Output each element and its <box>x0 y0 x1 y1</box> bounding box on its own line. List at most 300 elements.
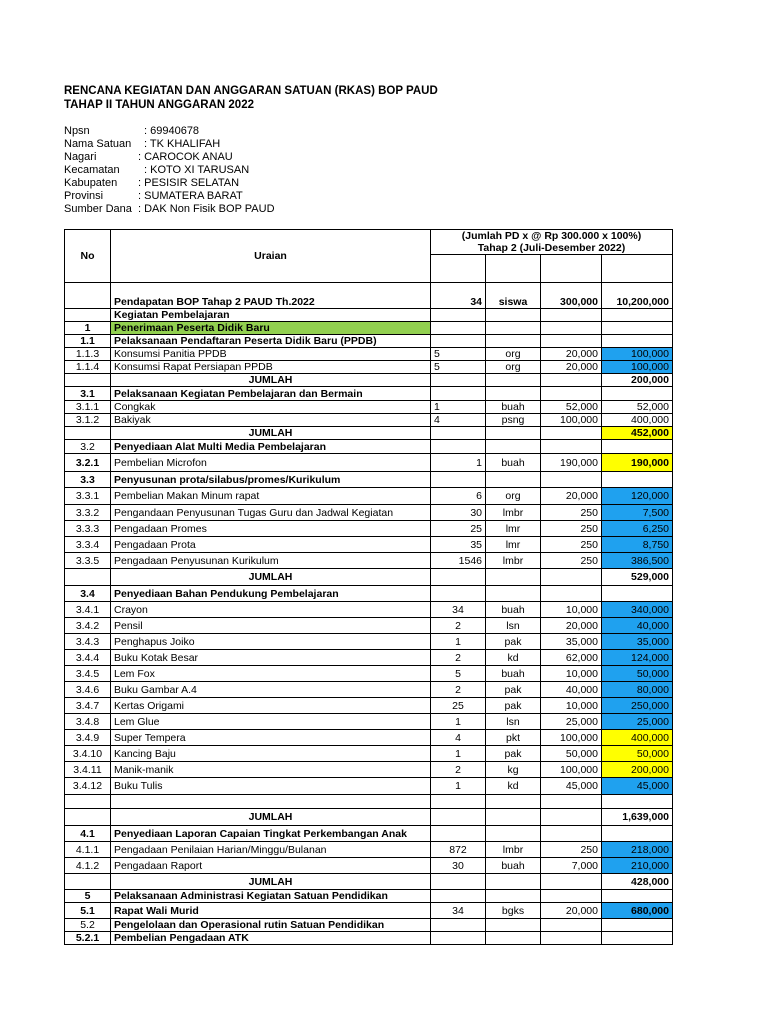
cell-satuan: buah <box>486 454 541 472</box>
cell-no: 3.4.6 <box>65 682 111 698</box>
table-row <box>65 602 673 618</box>
cell-uraian: Konsumsi Panitia PPDB <box>111 348 431 361</box>
cell-harga <box>541 809 602 826</box>
cell-harga: 10,000 <box>541 602 602 618</box>
cell-harga <box>541 427 602 440</box>
cell-satuan: kd <box>486 778 541 795</box>
cell-volume <box>431 586 486 602</box>
cell-volume: 1 <box>431 401 486 414</box>
cell-volume: 2 <box>431 650 486 666</box>
info-value: : CAROCOK ANAU <box>138 151 233 163</box>
cell-no: 3.4.7 <box>65 698 111 714</box>
cell-jumlah <box>602 335 673 348</box>
cell-no: 3.2 <box>65 440 111 454</box>
cell-no: 3.4.1 <box>65 602 111 618</box>
cell-satuan: org <box>486 488 541 505</box>
cell-no: 5.2.1 <box>65 932 111 945</box>
cell-jumlah: 100,000 <box>602 348 673 361</box>
table-row <box>65 698 673 714</box>
cell-uraian: Pelaksanaan Administrasi Kegiatan Satuan Pendidikan <box>111 890 431 903</box>
cell-jumlah: 10,200,000 <box>602 283 673 309</box>
cell-jumlah: 80,000 <box>602 682 673 698</box>
cell-jumlah: 52,000 <box>602 401 673 414</box>
cell-harga: 250 <box>541 505 602 521</box>
cell-uraian: Pengadaan Penyusunan Kurikulum <box>111 553 431 569</box>
cell-volume: 35 <box>431 537 486 553</box>
cell-uraian: JUMLAH <box>111 874 431 890</box>
cell-harga <box>541 919 602 932</box>
cell-no: 3.1.1 <box>65 401 111 414</box>
cell-volume: 5 <box>431 666 486 682</box>
cell-satuan <box>486 809 541 826</box>
cell-volume <box>431 919 486 932</box>
cell-uraian: Penyediaan Alat Multi Media Pembelajaran <box>111 440 431 454</box>
table-row <box>65 666 673 682</box>
cell-jumlah: 529,000 <box>602 569 673 586</box>
table-row <box>65 874 673 890</box>
cell-jumlah <box>602 826 673 842</box>
header-formula: (Jumlah PD x @ Rp 300.000 x 100%) <box>431 230 673 243</box>
cell-jumlah: 7,500 <box>602 505 673 521</box>
cell-satuan <box>486 890 541 903</box>
table-row <box>65 427 673 440</box>
cell-uraian: Pelaksanaan Pendaftaran Peserta Didik Baru (PPDB) <box>111 335 431 348</box>
cell-no <box>65 569 111 586</box>
cell-uraian: Manik-manik <box>111 762 431 778</box>
cell-volume: 2 <box>431 762 486 778</box>
cell-satuan <box>486 335 541 348</box>
cell-jumlah: 1,639,000 <box>602 809 673 826</box>
table-row <box>65 826 673 842</box>
header-cell-jumlah <box>602 255 673 283</box>
cell-volume <box>431 890 486 903</box>
header-no: No <box>65 230 111 283</box>
cell-no <box>65 809 111 826</box>
cell-jumlah <box>602 472 673 488</box>
cell-jumlah: 680,000 <box>602 903 673 919</box>
cell-satuan: lmr <box>486 521 541 537</box>
info-line <box>64 177 240 190</box>
table-row <box>65 569 673 586</box>
header-tahap: Tahap 2 (Juli-Desember 2022) <box>431 242 673 255</box>
cell-jumlah: 200,000 <box>602 374 673 387</box>
cell-uraian: Kancing Baju <box>111 746 431 762</box>
info-label: Kecamatan <box>64 164 120 176</box>
cell-no <box>65 874 111 890</box>
header-uraian: Uraian <box>111 230 431 283</box>
cell-harga: 62,000 <box>541 650 602 666</box>
cell-harga <box>541 309 602 322</box>
cell-no: 1.1.3 <box>65 348 111 361</box>
table-row <box>65 858 673 874</box>
cell-volume: 25 <box>431 698 486 714</box>
cell-satuan <box>486 322 541 335</box>
cell-volume: 1 <box>431 778 486 795</box>
cell-satuan <box>486 472 541 488</box>
header-cell-satuan <box>486 255 541 283</box>
cell-satuan: bgks <box>486 903 541 919</box>
cell-no: 3.4 <box>65 586 111 602</box>
cell-no: 3.4.4 <box>65 650 111 666</box>
cell-jumlah: 400,000 <box>602 730 673 746</box>
cell-satuan <box>486 440 541 454</box>
table-row <box>65 778 673 795</box>
cell-uraian: Penyediaan Bahan Pendukung Pembelajaran <box>111 586 431 602</box>
cell-volume: 2 <box>431 618 486 634</box>
cell-uraian: Pendapatan BOP Tahap 2 PAUD Th.2022 <box>111 283 431 309</box>
cell-satuan: lsn <box>486 618 541 634</box>
cell-jumlah: 50,000 <box>602 666 673 682</box>
cell-harga: 45,000 <box>541 778 602 795</box>
table-row <box>65 322 673 335</box>
cell-uraian: JUMLAH <box>111 374 431 387</box>
cell-harga: 250 <box>541 842 602 858</box>
cell-satuan: buah <box>486 858 541 874</box>
cell-no <box>65 795 111 809</box>
cell-harga <box>541 795 602 809</box>
document-title-line1: RENCANA KEGIATAN DAN ANGGARAN SATUAN (RKAS) BOP PAUD <box>64 85 438 97</box>
cell-volume: 1 <box>431 454 486 472</box>
info-line <box>64 190 243 203</box>
cell-harga <box>541 374 602 387</box>
cell-harga: 35,000 <box>541 634 602 650</box>
cell-no: 3.4.5 <box>65 666 111 682</box>
cell-volume: 1 <box>431 714 486 730</box>
table-row <box>65 634 673 650</box>
info-value: : PESISIR SELATAN <box>138 177 240 189</box>
cell-jumlah <box>602 322 673 335</box>
cell-harga <box>541 440 602 454</box>
cell-satuan <box>486 919 541 932</box>
table-row <box>65 714 673 730</box>
cell-harga: 20,000 <box>541 903 602 919</box>
cell-uraian: JUMLAH <box>111 569 431 586</box>
table-row <box>65 401 673 414</box>
cell-jumlah: 25,000 <box>602 714 673 730</box>
cell-volume: 1 <box>431 746 486 762</box>
cell-uraian: Buku Gambar A.4 <box>111 682 431 698</box>
info-label: Npsn <box>64 125 90 137</box>
cell-no: 3.2.1 <box>65 454 111 472</box>
cell-no: 3.4.9 <box>65 730 111 746</box>
table-row <box>65 505 673 521</box>
cell-volume: 30 <box>431 858 486 874</box>
cell-harga: 50,000 <box>541 746 602 762</box>
table-row <box>65 618 673 634</box>
cell-uraian: Pelaksanaan Kegiatan Pembelajaran dan Bermain <box>111 387 431 401</box>
cell-no: 3.4.10 <box>65 746 111 762</box>
cell-jumlah <box>602 890 673 903</box>
cell-harga: 250 <box>541 553 602 569</box>
cell-harga <box>541 335 602 348</box>
cell-uraian: Pembelian Makan Minum rapat <box>111 488 431 505</box>
cell-satuan: org <box>486 348 541 361</box>
cell-jumlah: 120,000 <box>602 488 673 505</box>
cell-harga: 10,000 <box>541 698 602 714</box>
header-cell-harga <box>541 255 602 283</box>
table-row <box>65 472 673 488</box>
cell-no: 1.1 <box>65 335 111 348</box>
cell-harga: 250 <box>541 537 602 553</box>
cell-uraian: Kertas Origami <box>111 698 431 714</box>
cell-jumlah: 250,000 <box>602 698 673 714</box>
cell-volume <box>431 440 486 454</box>
table-row <box>65 795 673 809</box>
cell-no: 1.1.4 <box>65 361 111 374</box>
cell-satuan: siswa <box>486 283 541 309</box>
table-row <box>65 553 673 569</box>
cell-satuan <box>486 374 541 387</box>
table-row <box>65 890 673 903</box>
cell-harga: 190,000 <box>541 454 602 472</box>
cell-satuan: kg <box>486 762 541 778</box>
cell-jumlah <box>602 309 673 322</box>
cell-harga: 100,000 <box>541 414 602 427</box>
cell-harga <box>541 569 602 586</box>
cell-satuan <box>486 387 541 401</box>
cell-satuan: kd <box>486 650 541 666</box>
cell-satuan: buah <box>486 602 541 618</box>
cell-no: 5.2 <box>65 919 111 932</box>
cell-harga <box>541 932 602 945</box>
cell-uraian: Penerimaan Peserta Didik Baru <box>111 322 431 335</box>
table-row <box>65 903 673 919</box>
cell-uraian: Kegiatan Pembelajaran <box>111 309 431 322</box>
cell-uraian: Rapat Wali Murid <box>111 903 431 919</box>
cell-satuan: buah <box>486 401 541 414</box>
cell-no: 5 <box>65 890 111 903</box>
cell-volume: 34 <box>431 283 486 309</box>
cell-no: 3.4.11 <box>65 762 111 778</box>
cell-jumlah <box>602 932 673 945</box>
cell-uraian: Pengadaan Prota <box>111 537 431 553</box>
cell-no: 4.1.1 <box>65 842 111 858</box>
cell-jumlah <box>602 586 673 602</box>
cell-satuan: pkt <box>486 730 541 746</box>
cell-no: 4.1.2 <box>65 858 111 874</box>
cell-uraian: Super Tempera <box>111 730 431 746</box>
cell-satuan: lmbr <box>486 553 541 569</box>
cell-jumlah: 45,000 <box>602 778 673 795</box>
cell-jumlah: 50,000 <box>602 746 673 762</box>
table-row <box>65 746 673 762</box>
cell-harga <box>541 322 602 335</box>
cell-jumlah: 400,000 <box>602 414 673 427</box>
cell-jumlah: 124,000 <box>602 650 673 666</box>
cell-volume: 4 <box>431 414 486 427</box>
cell-satuan: lmr <box>486 537 541 553</box>
table-row <box>65 361 673 374</box>
cell-satuan <box>486 932 541 945</box>
cell-uraian: Bakiyak <box>111 414 431 427</box>
cell-volume: 1 <box>431 634 486 650</box>
table-row <box>65 335 673 348</box>
cell-volume: 30 <box>431 505 486 521</box>
table-row <box>65 682 673 698</box>
header-cell-volume <box>431 255 486 283</box>
cell-harga: 7,000 <box>541 858 602 874</box>
cell-harga: 20,000 <box>541 488 602 505</box>
table-row <box>65 919 673 932</box>
table-row <box>65 932 673 945</box>
cell-jumlah: 218,000 <box>602 842 673 858</box>
cell-uraian: Pengadaan Penilaian Harian/Minggu/Bulanan <box>111 842 431 858</box>
cell-no: 3.3 <box>65 472 111 488</box>
cell-uraian: Pengadaan Promes <box>111 521 431 537</box>
info-label: Nama Satuan <box>64 138 132 150</box>
cell-uraian: JUMLAH <box>111 809 431 826</box>
cell-no: 3.4.12 <box>65 778 111 795</box>
cell-uraian: JUMLAH <box>111 427 431 440</box>
cell-jumlah: 6,250 <box>602 521 673 537</box>
cell-uraian: Pengelolaan dan Operasional rutin Satuan Pendidikan <box>111 919 431 932</box>
cell-uraian: Pengadaan Raport <box>111 858 431 874</box>
table-row <box>65 454 673 472</box>
cell-volume <box>431 809 486 826</box>
cell-volume <box>431 309 486 322</box>
cell-volume <box>431 874 486 890</box>
cell-satuan <box>486 826 541 842</box>
cell-no: 3.1.2 <box>65 414 111 427</box>
cell-uraian: Pensil <box>111 618 431 634</box>
table-row <box>65 521 673 537</box>
info-label: Nagari <box>64 151 97 163</box>
info-line <box>64 203 275 216</box>
cell-no: 3.3.3 <box>65 521 111 537</box>
cell-no: 4.1 <box>65 826 111 842</box>
cell-harga: 10,000 <box>541 666 602 682</box>
cell-no: 1 <box>65 322 111 335</box>
cell-volume <box>431 335 486 348</box>
cell-volume: 1546 <box>431 553 486 569</box>
cell-uraian: Buku Kotak Besar <box>111 650 431 666</box>
cell-no: 3.4.3 <box>65 634 111 650</box>
cell-harga: 300,000 <box>541 283 602 309</box>
cell-satuan: org <box>486 361 541 374</box>
info-value: : KOTO XI TARUSAN <box>144 164 250 176</box>
cell-volume <box>431 322 486 335</box>
cell-uraian: Congkak <box>111 401 431 414</box>
cell-volume <box>431 795 486 809</box>
cell-no: 3.3.2 <box>65 505 111 521</box>
info-value: : DAK Non Fisik BOP PAUD <box>138 203 275 215</box>
cell-satuan <box>486 427 541 440</box>
cell-satuan: psng <box>486 414 541 427</box>
cell-jumlah: 100,000 <box>602 361 673 374</box>
cell-no: 3.3.5 <box>65 553 111 569</box>
cell-satuan: pak <box>486 698 541 714</box>
cell-uraian: Pembelian Pengadaan ATK <box>111 932 431 945</box>
cell-jumlah: 340,000 <box>602 602 673 618</box>
cell-uraian: Pembelian Microfon <box>111 454 431 472</box>
cell-jumlah: 190,000 <box>602 454 673 472</box>
table-row <box>65 440 673 454</box>
cell-jumlah: 452,000 <box>602 427 673 440</box>
document-title-line2: TAHAP II TAHUN ANGGARAN 2022 <box>64 99 254 111</box>
cell-volume <box>431 374 486 387</box>
cell-no <box>65 283 111 309</box>
cell-volume: 5 <box>431 348 486 361</box>
cell-uraian: Penghapus Joiko <box>111 634 431 650</box>
cell-harga: 20,000 <box>541 618 602 634</box>
cell-jumlah <box>602 440 673 454</box>
cell-volume: 25 <box>431 521 486 537</box>
cell-satuan <box>486 586 541 602</box>
cell-volume <box>431 427 486 440</box>
cell-satuan: lmbr <box>486 842 541 858</box>
cell-harga <box>541 826 602 842</box>
cell-satuan <box>486 569 541 586</box>
table-row <box>65 586 673 602</box>
cell-no <box>65 427 111 440</box>
table-row <box>65 374 673 387</box>
info-value: : TK KHALIFAH <box>144 138 221 150</box>
cell-jumlah: 386,500 <box>602 553 673 569</box>
cell-volume <box>431 932 486 945</box>
cell-volume: 872 <box>431 842 486 858</box>
cell-jumlah: 200,000 <box>602 762 673 778</box>
cell-harga: 52,000 <box>541 401 602 414</box>
cell-jumlah <box>602 919 673 932</box>
cell-volume: 5 <box>431 361 486 374</box>
cell-no: 3.3.1 <box>65 488 111 505</box>
cell-no <box>65 374 111 387</box>
cell-satuan: pak <box>486 682 541 698</box>
cell-harga <box>541 387 602 401</box>
info-value: : SUMATERA BARAT <box>138 190 243 202</box>
cell-harga <box>541 472 602 488</box>
cell-jumlah: 428,000 <box>602 874 673 890</box>
cell-volume: 2 <box>431 682 486 698</box>
cell-no: 3.4.2 <box>65 618 111 634</box>
cell-volume: 4 <box>431 730 486 746</box>
cell-uraian: Lem Glue <box>111 714 431 730</box>
cell-harga <box>541 874 602 890</box>
cell-jumlah: 40,000 <box>602 618 673 634</box>
cell-no <box>65 309 111 322</box>
table-row <box>65 537 673 553</box>
cell-volume: 34 <box>431 903 486 919</box>
cell-no: 3.3.4 <box>65 537 111 553</box>
cell-uraian: Penyusunan prota/silabus/promes/Kurikulum <box>111 472 431 488</box>
cell-satuan <box>486 795 541 809</box>
cell-jumlah: 35,000 <box>602 634 673 650</box>
info-line <box>64 151 233 164</box>
cell-volume <box>431 569 486 586</box>
table-row <box>65 809 673 826</box>
cell-jumlah <box>602 795 673 809</box>
cell-satuan: lsn <box>486 714 541 730</box>
cell-volume <box>431 826 486 842</box>
info-value: : 69940678 <box>144 125 200 137</box>
cell-harga: 100,000 <box>541 730 602 746</box>
table-row <box>65 283 673 309</box>
cell-uraian: Lem Fox <box>111 666 431 682</box>
cell-satuan <box>486 874 541 890</box>
cell-uraian: Crayon <box>111 602 431 618</box>
table-row <box>65 488 673 505</box>
cell-satuan: pak <box>486 634 541 650</box>
info-line <box>64 138 221 151</box>
cell-volume <box>431 387 486 401</box>
table-row <box>65 650 673 666</box>
cell-volume <box>431 472 486 488</box>
cell-volume: 6 <box>431 488 486 505</box>
cell-harga: 250 <box>541 521 602 537</box>
cell-harga: 20,000 <box>541 348 602 361</box>
cell-harga: 20,000 <box>541 361 602 374</box>
cell-harga: 100,000 <box>541 762 602 778</box>
